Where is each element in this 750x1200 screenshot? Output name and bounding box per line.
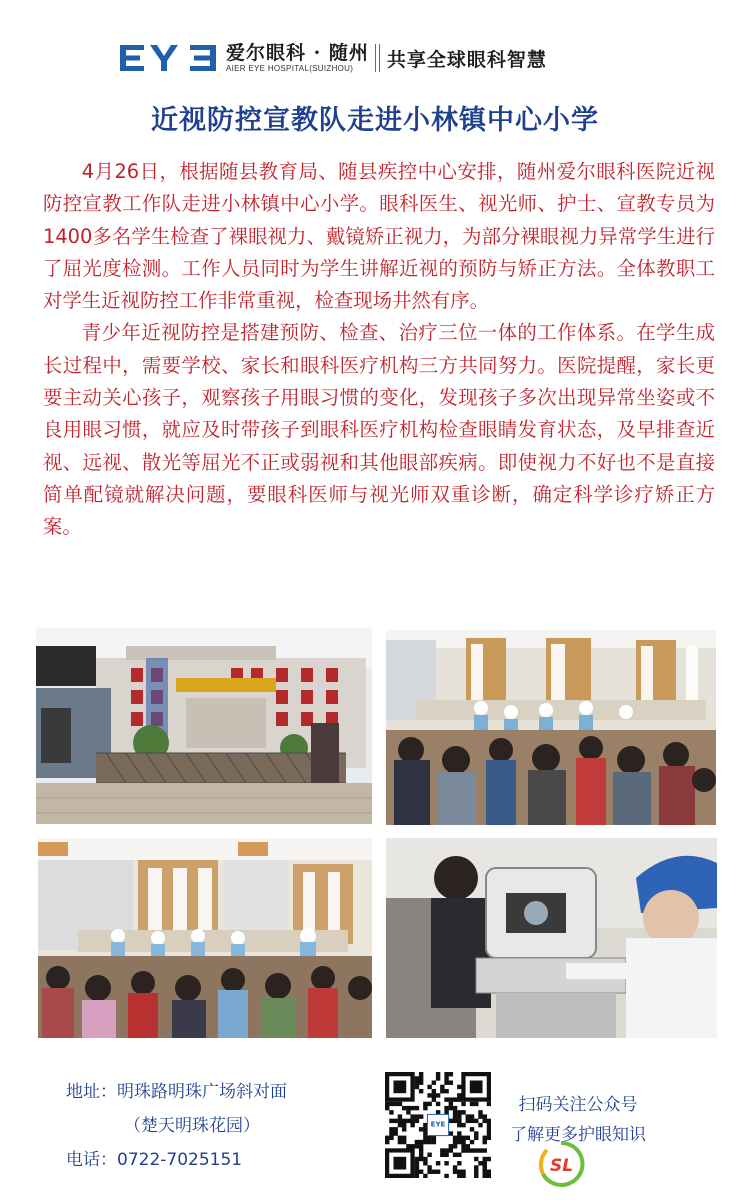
scan-line-1: 扫码关注公众号 [518, 1095, 638, 1115]
address-line-2: （楚天明珠花园） [124, 1116, 260, 1136]
sl-watermark-icon [537, 1140, 585, 1188]
eye-exam-photo [386, 838, 717, 1038]
header-divider [375, 44, 380, 72]
hospital-name-en: AIER EYE HOSPITAL(SUIZHOU) [226, 64, 354, 73]
classroom-photo-1 [386, 630, 716, 825]
header [120, 38, 640, 78]
header-slogan: 共享全球眼科智慧 [386, 48, 547, 71]
article-body [43, 156, 715, 544]
classroom-photo-2 [38, 838, 372, 1038]
address-line-1: 地址：明珠路明珠广场斜对面 [66, 1082, 287, 1102]
article-title: 近视防控宣教队走进小林镇中心小学 [151, 105, 599, 136]
svg-text:SL: SL [550, 1156, 574, 1176]
school-gate-photo [36, 628, 372, 824]
scan-line-2: 了解更多护眼知识 [510, 1125, 646, 1145]
hospital-name-block [226, 42, 369, 74]
phone-line: 电话：0722-7025151 [66, 1150, 243, 1170]
contact-info [66, 1075, 287, 1177]
eye-logo-icon [120, 42, 218, 74]
article-paragraph-1: 4月26日，根据随县教育局、随县疾控中心安排，随州爱尔眼科医院近视防控宣教工作队走进小林镇中心小学。眼科医生、视光师、护士、宣教专员为1400多名学生检查了裸眼视力、戴镜矫正视力，为部分裸眼视力异常学生进行了屈光度检测。工作人员同时为学生讲解近视的预防与矫正方法。全体教职工对学生近视防控工作非常重视，检查现场井然有序。 [43, 160, 715, 313]
svg-text:EYE: EYE [430, 1120, 446, 1129]
qr-code-icon [385, 1072, 491, 1178]
article-paragraph-2: 青少年近视防控是搭建预防、检查、治疗三位一体的工作体系。在学生成长过程中，需要学校、家长和眼科医疗机构三方共同努力。医院提醒，家长更要主动关心孩子，观察孩子用眼习惯的变化，发现孩子多次出现异常坐姿或不良用眼习惯，就应及时带孩子到眼科医疗机构检查眼睛发育状态，及早排查近视、远视、散光等屈光不正或弱视和其他眼部疾病。即使视力不好也不是直接简单配镜就解决问题，要眼科医师与视光师双重诊断，确定科学诊疗矫正方案。 [43, 321, 715, 539]
hospital-name-cn: 爱尔眼科 · 随州 [226, 42, 369, 64]
